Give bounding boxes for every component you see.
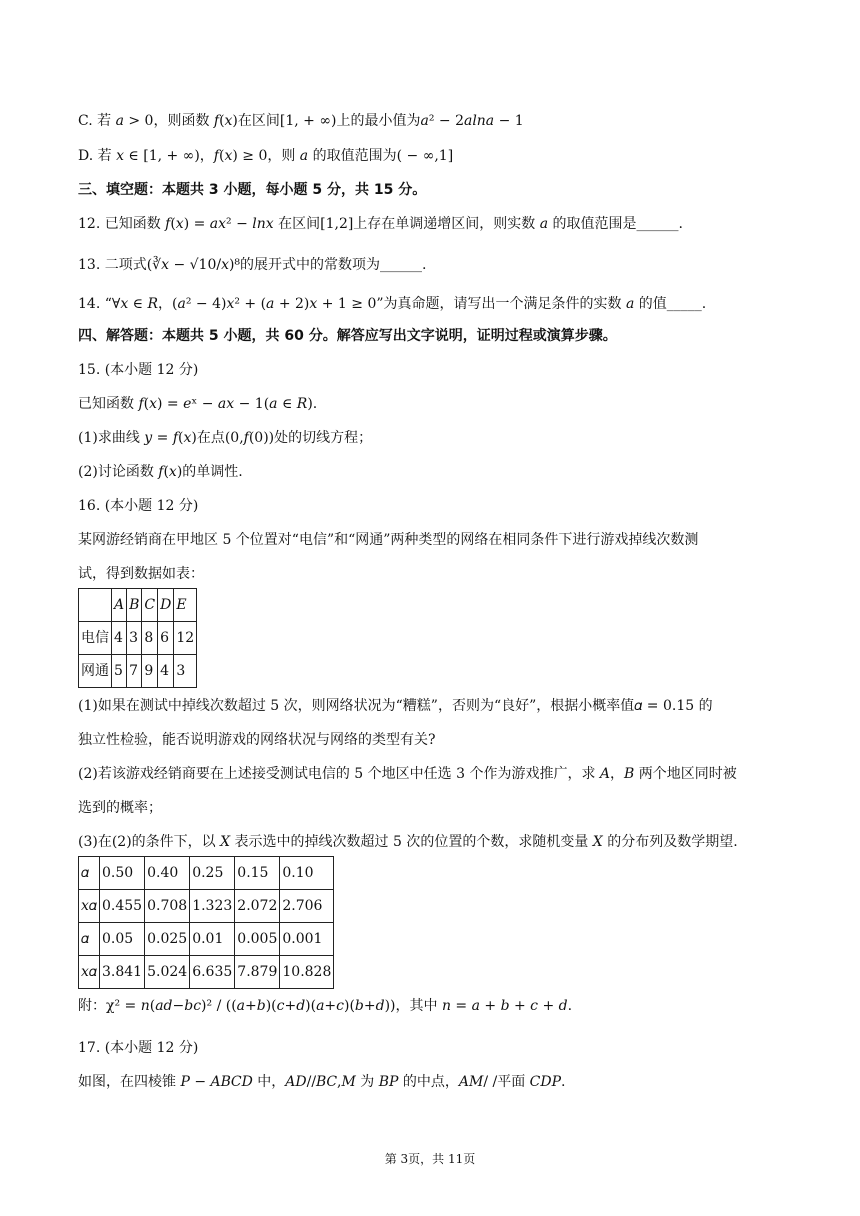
chi-table-row [79,857,334,890]
network-table-cell: 电信 [79,622,112,655]
page-footer: 第 3页，共 11页 [384,1152,476,1166]
chi-table-cell: 0.50 [100,857,145,890]
question-15-part2: (2)讨论函数 𝑓(𝑥)的单调性. [78,464,243,480]
question-15-part1: (1)求曲线 𝑦 = 𝑓(𝑥)在点(0,𝑓(0))处的切线方程； [78,430,373,446]
chi-table-cell: 0.15 [235,857,280,890]
chi-square-table [78,856,334,989]
question-14: 14. “∀𝑥 ∈ 𝑅，(𝑎² − 4)𝑥² + (𝑎 + 2)𝑥 + 1 ≥ 0”为真命题，请写出一个满足条件的实数 𝑎 的值_____. [78,296,707,312]
chi-table-cell: 𝛼 [79,857,100,890]
network-table-cell: 6 [158,622,174,655]
chi-table-cell: 1.323 [190,890,235,923]
section-3-heading: 三、填空题：本题共 3 小题，每小题 5 分，共 15 分。 [78,182,427,198]
chi-table-cell: 𝛼 [79,923,100,956]
question-16-part2-a: (2)若该游戏经销商要在上述接受测试电信的 5 个地区中任选 3 个作为游戏推广，求 𝐴，𝐵 两个地区同时被 [78,766,737,782]
section-4-heading: 四、解答题：本题共 5 小题，共 60 分。解答应写出文字说明，证明过程或演算步骤。 [78,328,617,344]
chi-table-cell: 𝑥𝛼 [79,956,100,989]
network-table-row [79,622,197,655]
chi-table-cell: 5.024 [145,956,190,989]
network-table-cell: 7 [127,655,142,688]
question-16-part3: (3)在(2)的条件下，以 𝑋 表示选中的掉线次数超过 5 次的位置的个数，求随机变量 𝑋 的分布列及数学期望. [78,834,738,850]
question-16-part1-b: 独立性检验，能否说明游戏的网络状况与网络的类型有关? [78,732,436,748]
chi-table-cell: 10.828 [280,956,334,989]
question-15-title: 15. (本小题 12 分) [78,362,199,378]
chi-table-cell: 6.635 [190,956,235,989]
network-table-row [79,589,197,622]
question-16-stem-1: 某网游经销商在甲地区 5 个位置对“电信”和“网通”两种类型的网络在相同条件下进行游戏掉线次数测 [78,532,699,548]
question-13: 13. 二项式(∛𝑥 − √10/𝑥)⁸的展开式中的常数项为______. [78,257,427,273]
chi-table-cell: 7.879 [235,956,280,989]
network-table-cell: 9 [142,655,158,688]
question-16-stem-2: 试，得到数据如表： [78,566,204,582]
network-table-cell: 8 [142,622,158,655]
chi-table-cell: 2.706 [280,890,334,923]
network-table [78,588,197,688]
chi-table-cell: 0.455 [100,890,145,923]
question-12: 12. 已知函数 𝑓(𝑥) = 𝑎𝑥² − 𝑙𝑛𝑥 在区间[1,2]上存在单调递增区间，则实数 𝑎 的取值范围是______. [78,216,684,232]
chi-table-cell: 0.001 [280,923,334,956]
network-table-cell: 𝐵 [127,589,142,622]
network-table-cell: 网通 [79,655,112,688]
question-16-part1-a: (1)如果在测试中掉线次数超过 5 次，则网络状况为“糟糕”，否则为“良好”，根据小概率值𝛼 = 0.15 的 [78,698,713,714]
network-table-cell [79,589,112,622]
network-table-row [79,655,197,688]
chi-table-row [79,923,334,956]
chi-table-cell: 0.708 [145,890,190,923]
option-c: C. 若 𝑎 > 0，则函数 𝑓(𝑥)在区间[1, + ∞)上的最小值为𝑎² − 2𝑎𝑙𝑛𝑎 − 1 [78,113,524,129]
chi-table-cell: 0.01 [190,923,235,956]
network-table-cell: 𝐸 [174,589,197,622]
chi-square-formula: 附：χ² = 𝑛(𝑎𝑑−𝑏𝑐)² / ((𝑎+𝑏)(𝑐+𝑑)(𝑎+𝑐)(𝑏+𝑑))，其中 𝑛 = 𝑎 + 𝑏 + 𝑐 + 𝑑. [78,998,573,1014]
question-16-part2-b: 选到的概率； [78,800,162,816]
chi-table-cell: 0.005 [235,923,280,956]
network-table-cell: 4 [112,622,127,655]
chi-table-cell: 0.40 [145,857,190,890]
question-17-stem: 如图，在四棱锥 𝑃 − 𝐴𝐵𝐶𝐷 中，𝐴𝐷//𝐵𝐶,𝑀 为 𝐵𝑃 的中点，𝐴𝑀/ /平面 𝐶𝐷𝑃. [78,1074,566,1090]
chi-table-cell: 2.072 [235,890,280,923]
network-table-cell: 4 [158,655,174,688]
chi-table-cell: 0.10 [280,857,334,890]
chi-table-cell: 0.025 [145,923,190,956]
chi-table-cell: 𝑥𝛼 [79,890,100,923]
chi-table-row [79,890,334,923]
chi-table-cell: 0.25 [190,857,235,890]
network-table-cell: 𝐷 [158,589,174,622]
chi-table-cell: 0.05 [100,923,145,956]
question-16-title: 16. (本小题 12 分) [78,498,199,514]
question-17-title: 17. (本小题 12 分) [78,1040,199,1056]
network-table-cell: 3 [174,655,197,688]
chi-table-row [79,956,334,989]
question-15-stem: 已知函数 𝑓(𝑥) = 𝑒ˣ − 𝑎𝑥 − 1(𝑎 ∈ 𝑅). [78,396,318,412]
network-table-cell: 5 [112,655,127,688]
network-table-cell: 12 [174,622,197,655]
network-table-cell: 𝐶 [142,589,158,622]
network-table-cell: 3 [127,622,142,655]
chi-table-cell: 3.841 [100,956,145,989]
option-d: D. 若 𝑥 ∈ [1, + ∞)，𝑓(𝑥) ≥ 0，则 𝑎 的取值范围为( − ∞,1] [78,148,454,164]
network-table-cell: 𝐴 [112,589,127,622]
